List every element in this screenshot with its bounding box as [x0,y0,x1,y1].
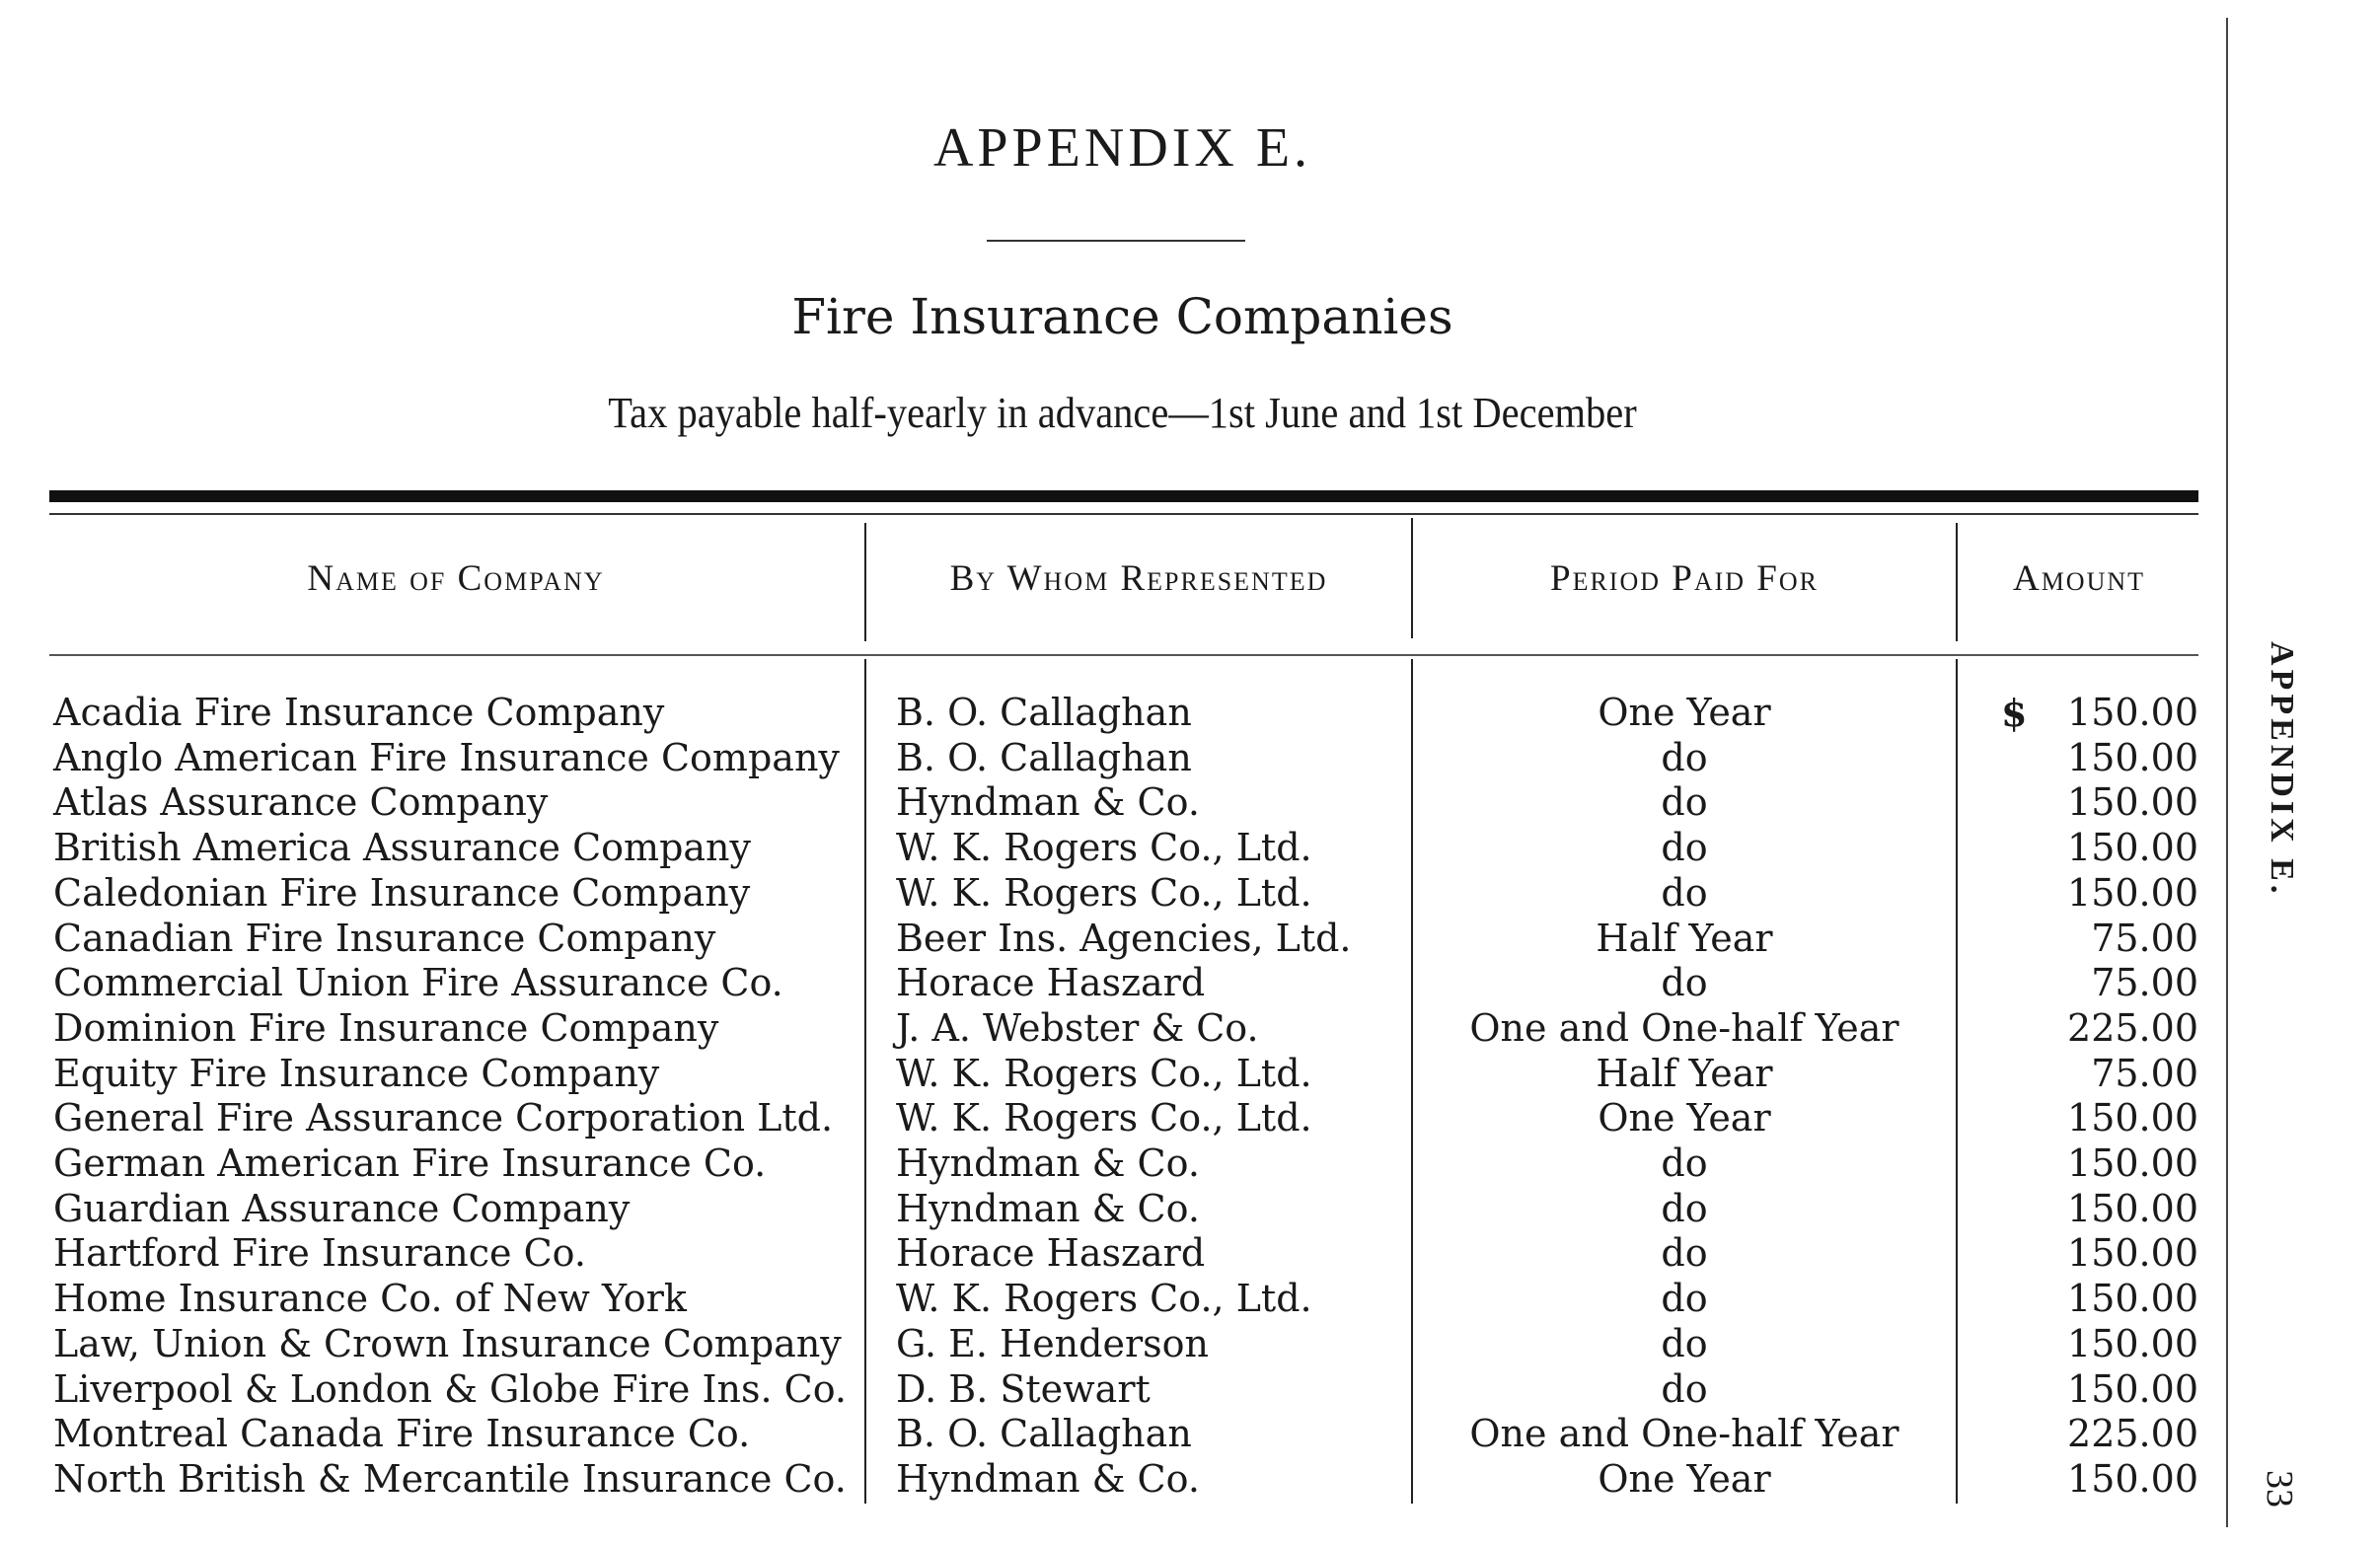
period-cell: do [1661,1186,1708,1230]
period-cell: One and One-half Year [1469,1412,1899,1456]
company-name-cell: Commercial Union Fire Assurance Co. [53,961,783,1005]
amount-cell: 150.00 [2067,1186,2198,1230]
period-cell: do [1661,870,1708,915]
representative-cell: D. B. Stewart [896,1366,1151,1411]
page-number: 33 [2259,1470,2300,1508]
amount-cell: 150.00 [2067,826,2198,870]
period-cell: One Year [1598,1456,1771,1501]
company-name-cell: General Fire Assurance Corporation Ltd. [53,1096,834,1140]
representative-cell: B. O. Callaghan [896,1412,1192,1456]
table-row [0,1052,2210,1097]
representative-cell: Horace Haszard [896,961,1206,1005]
column-header-period: Period Paid For [1550,558,1819,599]
period-cell: do [1661,961,1708,1005]
period-cell: Half Year [1596,1051,1773,1095]
company-name-cell: Home Insurance Co. of New York [53,1277,687,1321]
column-header-amount: Amount [2012,558,2146,599]
table-row [0,780,2210,826]
amount-cell: 150.00 [2067,1141,2198,1185]
representative-cell: Hyndman & Co. [896,1186,1200,1230]
company-name-cell: Liverpool & London & Globe Fire Ins. Co. [53,1366,848,1411]
company-name-cell: Guardian Assurance Company [53,1186,631,1230]
appendix-title: APPENDIX E. [932,117,1312,179]
representative-cell: Horace Haszard [896,1231,1206,1276]
amount-cell: 75.00 [2091,916,2198,960]
table-row [0,917,2210,962]
amount-cell: 150.00 [2067,1456,2198,1501]
company-name-cell: Montreal Canada Fire Insurance Co. [53,1412,751,1456]
representative-cell: Hyndman & Co. [896,1141,1200,1185]
period-cell: do [1661,1321,1708,1365]
period-cell: do [1661,1231,1708,1276]
table-row [0,871,2210,917]
page-edge-rule [2226,18,2228,1527]
table-row [0,1412,2210,1457]
side-running-head: APPENDIX E. [2264,641,2300,898]
period-cell: do [1661,1277,1708,1321]
company-name-cell: German American Fire Insurance Co. [53,1141,767,1185]
table-row [0,1457,2210,1503]
company-name-cell: Equity Fire Insurance Company [53,1051,660,1095]
table-row [0,1322,2210,1367]
table-row [0,1277,2210,1322]
period-cell: One Year [1598,691,1771,734]
table-row [0,1231,2210,1277]
table-top-thin-rule [49,513,2198,515]
representative-cell: W. K. Rogers Co., Ltd. [896,826,1312,870]
amount-cell: 225.00 [2067,1005,2198,1050]
column-header-represented: By Whom Represented [949,558,1328,599]
period-cell: do [1661,1141,1708,1185]
amount-cell: 150.00 [2067,1277,2198,1321]
amount-cell: 150.00 [2067,1321,2198,1365]
company-name-cell: British America Assurance Company [53,826,751,870]
period-cell: One Year [1598,1096,1771,1140]
table-top-rule [49,490,2198,502]
currency-symbol: $ [2001,691,2028,735]
amount-cell: 75.00 [2091,1051,2198,1095]
company-name-cell: Law, Union & Crown Insurance Company [53,1321,842,1365]
representative-cell: Beer Ins. Agencies, Ltd. [896,916,1352,960]
column-divider [1411,518,1413,638]
column-divider [1956,523,1958,641]
company-name-cell: Acadia Fire Insurance Company [53,691,665,734]
table-row [0,826,2210,871]
amount-cell: 150.00 [2067,870,2198,915]
table-row [0,736,2210,781]
company-name-cell: Canadian Fire Insurance Company [53,916,716,960]
representative-cell: B. O. Callaghan [896,735,1192,779]
section-title: Fire Insurance Companies [791,288,1453,345]
period-cell: do [1661,1366,1708,1411]
period-cell: do [1661,826,1708,870]
company-name-cell: Anglo American Fire Insurance Company [53,735,840,779]
table-row [0,1187,2210,1232]
period-cell: Half Year [1596,916,1773,960]
representative-cell: G. E. Henderson [896,1321,1209,1365]
table-row [0,1367,2210,1413]
company-name-cell: Caledonian Fire Insurance Company [53,870,751,915]
representative-cell: W. K. Rogers Co., Ltd. [896,1051,1312,1095]
amount-cell: 75.00 [2091,961,2198,1005]
column-divider [864,523,866,641]
amount-cell: 150.00 [2067,780,2198,825]
title-divider [987,240,1245,242]
table-header-rule [49,654,2198,656]
company-name-cell: North British & Mercantile Insurance Co. [53,1456,847,1501]
period-cell: do [1661,780,1708,825]
representative-cell: W. K. Rogers Co., Ltd. [896,1096,1312,1140]
table-row [0,961,2210,1006]
amount-cell: 225.00 [2067,1412,2198,1456]
amount-cell: 150.00 [2067,691,2198,734]
column-header-company: Name of Company [307,558,605,599]
company-name-cell: Atlas Assurance Company [53,780,549,825]
amount-cell: 150.00 [2067,1366,2198,1411]
company-name-cell: Hartford Fire Insurance Co. [53,1231,586,1276]
amount-cell: 150.00 [2067,1096,2198,1140]
representative-cell: W. K. Rogers Co., Ltd. [896,1277,1312,1321]
table-row [0,1006,2210,1052]
table-row [0,1096,2210,1141]
amount-cell: 150.00 [2067,1231,2198,1276]
period-cell: do [1661,735,1708,779]
company-name-cell: Dominion Fire Insurance Company [53,1005,719,1050]
amount-cell: 150.00 [2067,735,2198,779]
representative-cell: W. K. Rogers Co., Ltd. [896,870,1312,915]
table-row [0,691,2210,736]
representative-cell: Hyndman & Co. [896,1456,1200,1501]
representative-cell: Hyndman & Co. [896,780,1200,825]
table-row [0,1141,2210,1187]
representative-cell: B. O. Callaghan [896,691,1192,734]
representative-cell: J. A. Webster & Co. [896,1005,1259,1050]
period-cell: One and One-half Year [1469,1005,1899,1050]
section-subtitle: Tax payable half-yearly in advance—1st June and 1st December [608,389,1637,437]
